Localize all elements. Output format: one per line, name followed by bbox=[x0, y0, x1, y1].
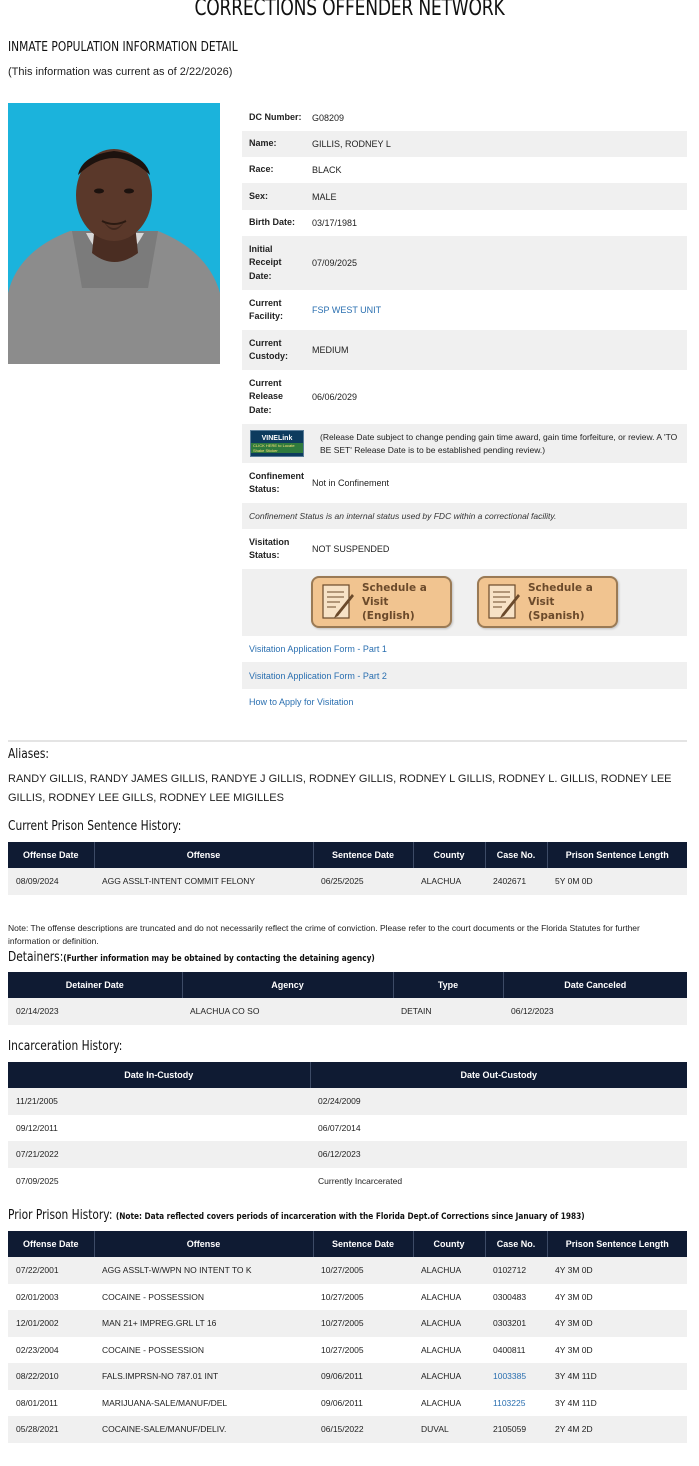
how-to-apply-row bbox=[242, 689, 687, 715]
table-row: 07/21/2022 06/12/2023 bbox=[8, 1141, 687, 1168]
case-number-link[interactable]: 1103225 bbox=[493, 1397, 526, 1408]
table-row: 02/23/2004 COCAINE - POSSESSION 10/27/2005 ALACHUA 0400811 4Y 3M 0D bbox=[8, 1337, 687, 1364]
sex-value: MALE bbox=[312, 191, 337, 202]
custody-label: Current Custody: bbox=[249, 337, 288, 361]
confinement-row bbox=[242, 463, 687, 503]
name-row bbox=[242, 131, 687, 157]
column-header: Detainer Date bbox=[8, 972, 182, 998]
birth-date-value: 03/17/1981 bbox=[312, 218, 358, 228]
visitation-form-part2-row bbox=[242, 662, 687, 689]
visitation-form-part1-link[interactable]: Visitation Application Form - Part 1 bbox=[249, 644, 387, 654]
visitation-label: Visitation Status: bbox=[249, 536, 290, 560]
schedule-visit-spanish-button[interactable]: Schedule a Visit (Spanish) bbox=[477, 576, 618, 628]
column-header: Case No. bbox=[485, 1231, 547, 1257]
table-row: 08/22/2010 FALS.IMPRSN-NO 787.01 INT 09/06/2011 ALACHUA 1003385 3Y 4M 11D bbox=[8, 1363, 687, 1390]
table-header-row bbox=[8, 972, 687, 998]
custody-value: MEDIUM bbox=[312, 345, 349, 355]
detainers-table bbox=[8, 972, 687, 1025]
confinement-label: Confinement Status: bbox=[249, 470, 304, 494]
column-header: Offense Date bbox=[8, 1231, 94, 1257]
race-label: Race: bbox=[249, 164, 274, 175]
facility-link[interactable]: FSP WEST UNIT bbox=[312, 305, 382, 315]
visitation-form-part1-row bbox=[242, 636, 687, 662]
document-pen-icon bbox=[488, 584, 520, 620]
vinelink-logo: VINELink bbox=[261, 434, 293, 442]
table-row: 05/28/2021 COCAINE-SALE/MANUF/DELIV. 06/15/2022 DUVAL 2105059 2Y 4M 2D bbox=[8, 1416, 687, 1443]
table-row: 07/22/2001 AGG ASSLT-W/WPN NO INTENT TO K 10/27/2005 ALACHUA 0102712 4Y 3M 0D bbox=[8, 1257, 687, 1284]
table-row: 02/01/2003 COCAINE - POSSESSION 10/27/2005 ALACHUA 0300483 4Y 3M 0D bbox=[8, 1284, 687, 1311]
table-row: 08/09/2024 AGG ASSLT-INTENT COMMIT FELONY 06/25/2025 ALACHUA 2402671 5Y 0M 0D bbox=[8, 868, 687, 895]
table-header-row bbox=[8, 1062, 687, 1088]
detainers-heading: Detainers:(Further information may be obtained by contacting the detaining agency) bbox=[8, 950, 375, 965]
birth-date-row bbox=[242, 210, 687, 236]
column-header: Agency bbox=[182, 972, 393, 998]
current-sentence-table bbox=[8, 842, 687, 895]
custody-row bbox=[242, 330, 687, 370]
vinelink-button[interactable]: VINELink CLICK HERE to Locate Shake Sticker bbox=[250, 430, 304, 457]
offense-footnote: Note: The offense descriptions are truncated and do not necessarily reflect the crime of conviction. Please refer to the court documents or the Florida Statutes for further information or definition. bbox=[8, 923, 640, 946]
facility-row bbox=[242, 290, 687, 330]
initial-receipt-label: Initial Receipt Date: bbox=[249, 243, 282, 281]
prior-history-heading: Prior Prison History: (Note: Data reflected covers periods of incarceration with the Florida Dept.of Corrections since January of 1983) bbox=[8, 1208, 585, 1223]
table-row: 02/14/2023 ALACHUA CO SO DETAIN 06/12/2023 bbox=[8, 998, 687, 1025]
sex-label: Sex: bbox=[249, 190, 269, 201]
table-row: 08/01/2011 MARIJUANA-SALE/MANUF/DEL 09/06/2011 ALACHUA 1103225 3Y 4M 11D bbox=[8, 1390, 687, 1417]
release-note-row bbox=[242, 424, 687, 463]
race-value: BLACK bbox=[312, 165, 342, 175]
visitation-row bbox=[242, 529, 687, 569]
column-header: Prison Sentence Length bbox=[547, 1231, 687, 1257]
release-value: 06/06/2029 bbox=[312, 392, 358, 402]
name-value: GILLIS, RODNEY L bbox=[312, 139, 391, 149]
visitation-form-part2-link[interactable]: Visitation Application Form - Part 2 bbox=[249, 670, 387, 681]
column-header: Date Canceled bbox=[503, 972, 687, 998]
how-to-apply-link[interactable]: How to Apply for Visitation bbox=[249, 697, 354, 707]
schedule-visit-english-button[interactable]: Schedule a Visit (English) bbox=[311, 576, 452, 628]
initial-receipt-row bbox=[242, 236, 687, 290]
visitation-value: NOT SUSPENDED bbox=[312, 544, 390, 554]
aliases-list: RANDY GILLIS, RANDY JAMES GILLIS, RANDYE J GILLIS, RODNEY GILLIS, RODNEY L GILLIS, RODNEY L. GILLIS, RODNEY LEE GILLIS, RODNEY LEE GILLS, RODNEY LEE MIGILLES bbox=[8, 773, 672, 804]
column-header: County bbox=[413, 1231, 485, 1257]
table-row: 09/12/2011 06/07/2014 bbox=[8, 1115, 687, 1142]
column-header: Type bbox=[393, 972, 503, 998]
column-header: Offense bbox=[94, 842, 313, 868]
column-header: Sentence Date bbox=[313, 842, 413, 868]
current-sentence-heading: Current Prison Sentence History: bbox=[8, 819, 182, 834]
table-header-row bbox=[8, 1231, 687, 1257]
current-as-of-note: (This information was current as of 2/22/2026) bbox=[8, 66, 233, 78]
table-row: 12/01/2002 MAN 21+ IMPREG.GRL LT 16 10/27/2005 ALACHUA 0303201 4Y 3M 0D bbox=[8, 1310, 687, 1337]
birth-date-label: Birth Date: bbox=[249, 217, 296, 228]
release-row bbox=[242, 370, 687, 424]
race-row bbox=[242, 157, 687, 183]
column-header: Offense Date bbox=[8, 842, 94, 868]
name-label: Name: bbox=[249, 138, 277, 149]
site-title: CORRECTIONS OFFENDER NETWORK bbox=[194, 0, 505, 21]
inmate-details bbox=[242, 104, 687, 715]
column-header: County bbox=[413, 842, 485, 868]
initial-receipt-value: 07/09/2025 bbox=[312, 258, 358, 268]
page-heading: INMATE POPULATION INFORMATION DETAIL bbox=[8, 40, 238, 55]
table-row: 11/21/2005 02/24/2009 bbox=[8, 1088, 687, 1115]
column-header: Date Out-Custody bbox=[310, 1062, 687, 1088]
column-header: Case No. bbox=[485, 842, 547, 868]
document-pen-icon bbox=[322, 584, 354, 620]
prior-history-table bbox=[8, 1231, 687, 1443]
column-header: Offense bbox=[94, 1231, 313, 1257]
incarceration-heading: Incarceration History: bbox=[8, 1039, 123, 1054]
detainers-subheading: (Further information may be obtained by contacting the detaining agency) bbox=[63, 954, 375, 964]
inmate-photo bbox=[8, 103, 220, 364]
dc-number-label: DC Number: bbox=[249, 111, 302, 122]
incarceration-table bbox=[8, 1062, 687, 1194]
table-row: 07/09/2025 Currently Incarcerated bbox=[8, 1168, 687, 1195]
aliases-heading: Aliases: bbox=[8, 747, 50, 762]
visit-buttons-row bbox=[242, 569, 687, 636]
column-header: Prison Sentence Length bbox=[547, 842, 687, 868]
dc-number-value: G08209 bbox=[312, 112, 345, 123]
release-note: (Release Date subject to change pending gain time award, gain time forfeiture, or review. A 'TO BE SET' Release Date is to be established pending review.) bbox=[320, 431, 678, 455]
facility-label: Current Facility: bbox=[249, 297, 284, 321]
column-header: Sentence Date bbox=[313, 1231, 413, 1257]
section-divider bbox=[8, 740, 687, 742]
confinement-value: Not in Confinement bbox=[312, 478, 390, 488]
sex-row bbox=[242, 183, 687, 210]
table-header-row bbox=[8, 842, 687, 868]
release-label: Current Release Date: bbox=[249, 377, 284, 415]
confinement-note: Confinement Status is an internal status used by FDC within a correctional facility. bbox=[242, 503, 687, 529]
prior-history-subheading: (Note: Data reflected covers periods of incarceration with the Florida Dept.of Corrections since January of 1983) bbox=[115, 1212, 585, 1222]
column-header: Date In-Custody bbox=[8, 1062, 310, 1088]
case-number-link[interactable]: 1003385 bbox=[493, 1371, 527, 1382]
dc-number-row bbox=[242, 104, 687, 131]
